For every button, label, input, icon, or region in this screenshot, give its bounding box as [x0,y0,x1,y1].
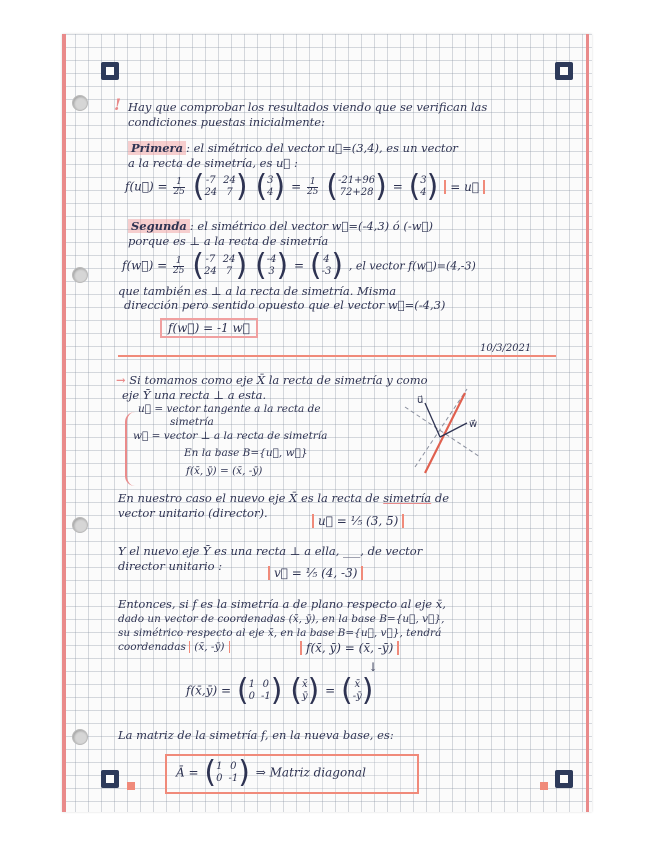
segunda-text: dirección pero sentido opuesto que el vector w⃗=(-4,3) [124,298,446,312]
matrix: ( -7 24 24 7 ) [192,169,248,204]
vector: ( 3 4 ) [408,169,439,204]
fraction: $\frac{1}{25}$ [172,255,185,276]
binder-hole [72,517,88,533]
date-label: 10/3/2021 [480,343,532,354]
segunda-result-box: f(w⃗) = -1 w⃗ [160,318,258,338]
primera-text: Primera : el simétrico del vector u⃗=(3,4), es un vector [128,141,458,155]
section5-text: coordenadas (x̄, -ȳ) [118,640,230,654]
section2-text: → Si tomamos como eje X̄ la recta de simetría y como [116,373,428,387]
matrix: ( 1 0 0 -1 ) [204,755,250,790]
corner-mark-icon [555,770,573,788]
segunda-label: Segunda [128,219,190,233]
f-mapping: f(x̄, ȳ) = (x̄, -ȳ) [186,465,263,477]
dashed-axis [405,407,480,457]
base-definition: En la base B={u⃗, w⃗} [184,447,308,459]
f-mapping-box: f(x̄, ȳ) = (x̄, -ȳ) [300,641,399,655]
corner-dot-icon [540,782,548,790]
vector: ( 4 -3 ) [309,248,344,283]
brace [125,412,135,486]
u-definition: simetría [170,416,214,428]
fraction: $\frac{1}{25}$ [173,176,185,197]
final-text: La matriz de la simetría f, en la nueva base, es: [118,728,394,742]
segunda-text: porque es ⊥ a la recta de simetría [128,234,329,248]
symmetry-line [425,393,465,473]
corner-mark-icon [555,62,573,80]
section4-text: Y el nuevo eje Ȳ es una recta ⊥ a ella, ___, de vector [118,544,423,558]
u-unit-vector: u⃗ = ⅕ (3, 5) [312,514,404,528]
binder-hole [72,267,88,283]
section3-text: vector unitario (director). [118,506,268,520]
u-label: u⃗ [417,395,424,406]
v-unit-vector: v⃗ = ⅕ (4, -3) [268,566,363,580]
vector: ( -21+96 72+28 ) [326,169,387,204]
intro-line: Hay que comprobar los resultados viendo que se verifican las [128,100,488,114]
vector: ( -4 3 ) [255,248,289,283]
binder-hole [72,95,88,111]
section2-text: eje Ȳ una recta ⊥ a esta. [122,388,267,402]
primera-label: Primera [128,141,186,155]
section5-text: Entonces, si f es la simetría a de plano respecto al eje x̄, [118,597,446,611]
primera-equation: f(u⃗) = $\frac{1}{25}$ ( -7 24 24 7 ) ( 3 4 ) = $\frac{1}{25}$ ( -21+96 72+28 ) = ( 3 4 ) = u⃗ [125,172,485,202]
u-definition: u⃗ = vector tangente a la recta de [138,403,321,415]
right-margin-line [586,34,589,812]
vector: ( x̄ -ȳ ) [341,673,374,708]
corner-dot-icon [127,782,135,790]
segunda-equation: f(w⃗) = $\frac{1}{25}$ ( -7 24 24 7 ) ( -4 3 ) = ( 4 -3 ) , el vector f(w⃗)=(4,-3) [122,248,476,283]
final-equation: Ā = ( 1 0 0 -1 ) ⇒ Matriz diagonal [176,755,366,790]
matrix: ( -7 24 24 7 ) [192,248,248,283]
intro-line: condiciones puestas inicialmente: [128,115,325,129]
corner-mark-icon [101,770,119,788]
section3-text: En nuestro caso el nuevo eje X̄ es la recta de simetría de [118,491,449,505]
u-vector-arrow [425,403,440,437]
axes-diagram [395,385,495,475]
vector: ( 3 4 ) [255,169,286,204]
fraction: $\frac{1}{25}$ [306,176,319,197]
section5-text: dado un vector de coordenadas (x̄, ȳ), en la base B={u⃗, v⃗}, [118,613,445,625]
section4-text: director unitario : [118,559,223,573]
primera-text: a la recta de simetría, es u⃗ : [128,156,298,170]
date-divider [118,355,556,357]
vector: ( x̄ ȳ ) [290,673,320,708]
arrow-icon: → [116,373,126,387]
w-label: w⃗ [469,419,478,430]
segunda-text: Segunda : el simétrico del vector w⃗=(-4,3) ó (-w⃗) [128,219,433,233]
section5-text: su simétrico respecto al eje x̄, en la base B={u⃗, v⃗}, tendrá [118,627,442,639]
exclamation-icon: ! [114,95,122,114]
w-vector-arrow [440,423,467,437]
segunda-text: que también es ⊥ a la recta de simetría. Misma [118,284,397,298]
matrix: ( 1 0 0 -1 ) [236,673,283,708]
w-definition: w⃗ = vector ⊥ a la recta de simetría [133,430,328,442]
binder-hole [72,729,88,745]
corner-mark-icon [101,62,119,80]
left-margin-line [62,34,66,812]
section5-equation: f(x̄,ȳ) = ( 1 0 0 -1 ) ( x̄ ȳ ) = ( x̄ -ȳ ) [186,673,374,708]
down-arrow-icon: ↓ [368,660,379,674]
